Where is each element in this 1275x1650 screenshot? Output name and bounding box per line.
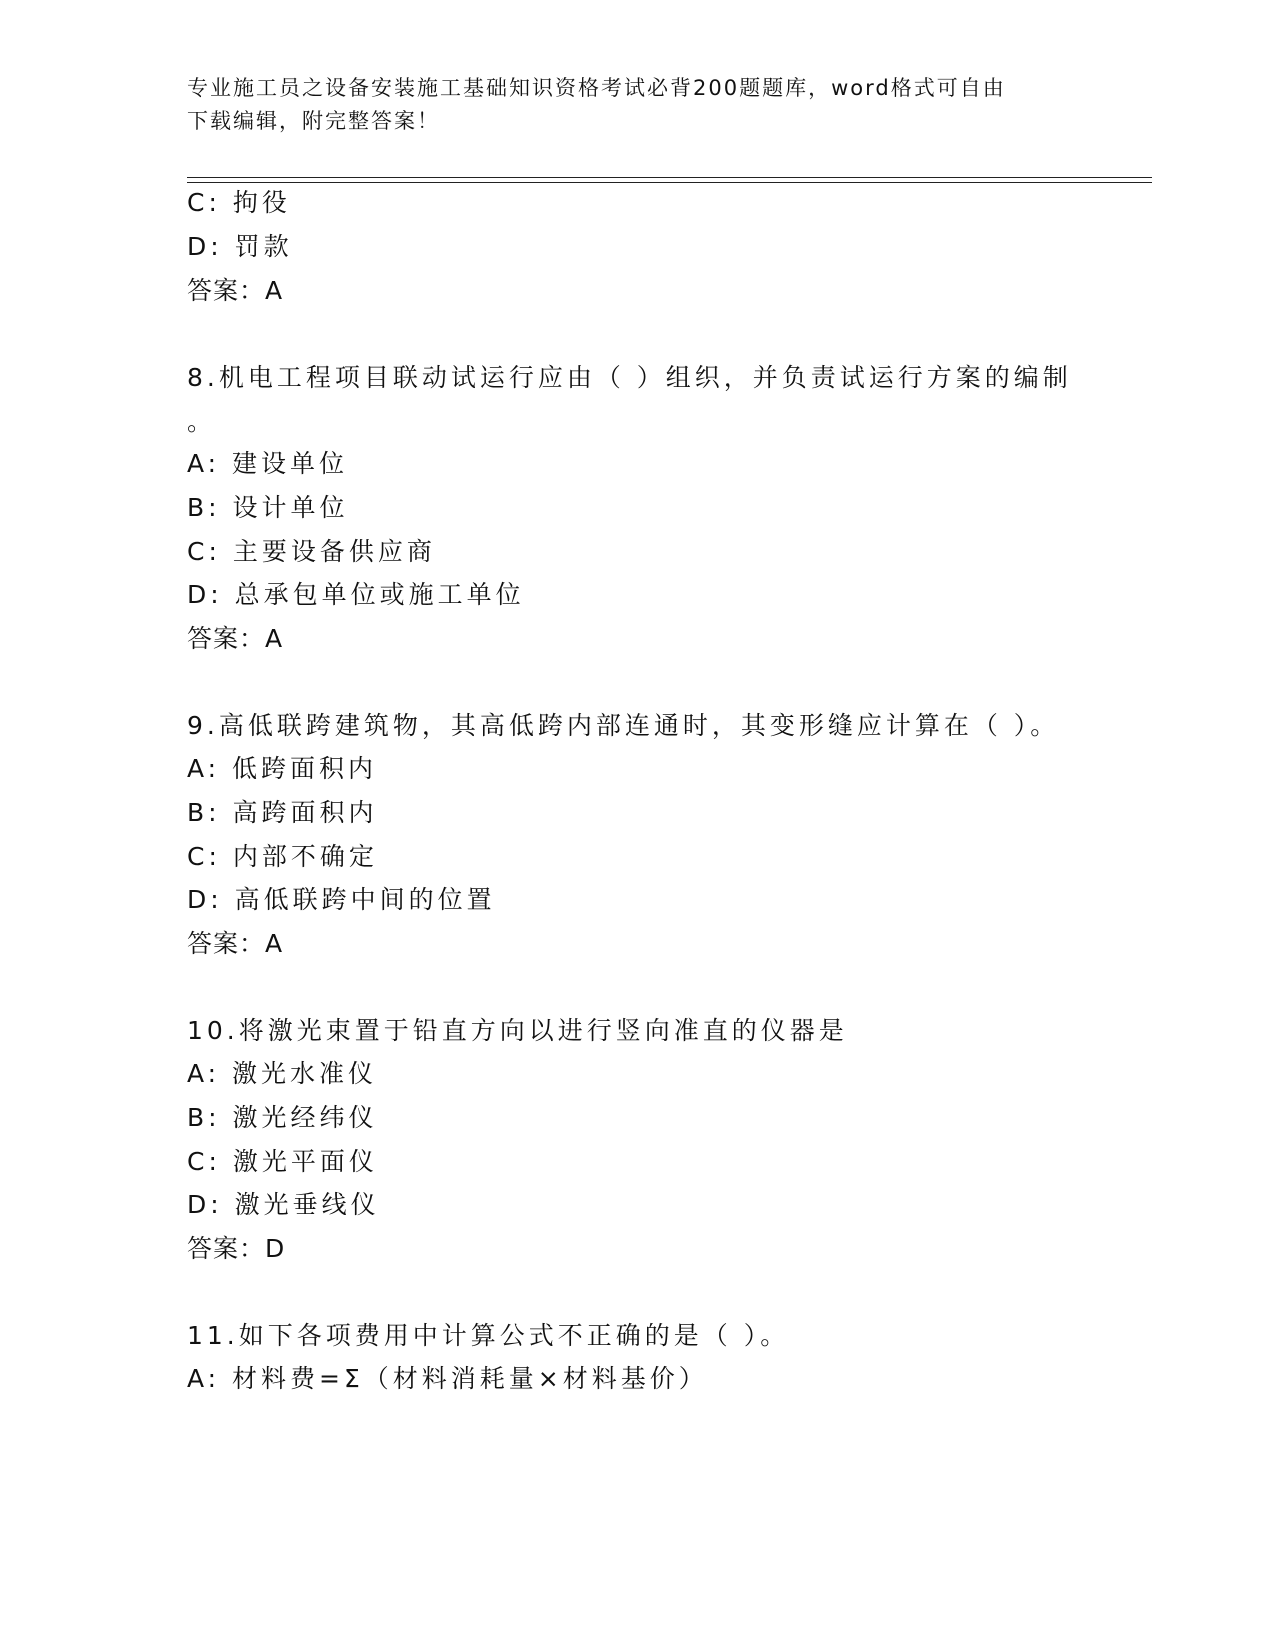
- question-9-option-a: A: 低跨面积内: [187, 754, 378, 783]
- question-11-option-a: A: 材料费=Σ（材料消耗量×材料基价）: [187, 1364, 708, 1393]
- option-d: D: 罚款: [187, 232, 293, 261]
- question-8-option-c: C: 主要设备供应商: [187, 537, 436, 566]
- header-divider-top: [187, 177, 1152, 178]
- answer-line: 答案：A: [187, 276, 284, 305]
- question-8-option-d: D: 总承包单位或施工单位: [187, 580, 525, 609]
- question-10-answer: 答案：D: [187, 1234, 286, 1263]
- question-9-option-d: D: 高低联跨中间的位置: [187, 885, 496, 914]
- question-9-answer: 答案：A: [187, 929, 284, 958]
- question-10-text: 10.将激光束置于铅直方向以进行竖向准直的仪器是: [187, 1016, 848, 1045]
- question-10-option-a: A: 激光水准仪: [187, 1059, 378, 1088]
- question-10-option-d: D: 激光垂线仪: [187, 1190, 380, 1219]
- question-9-option-c: C: 内部不确定: [187, 842, 378, 871]
- option-c: C: 拘役: [187, 188, 291, 217]
- question-8-text: 8.机电工程项目联动试运行应由（ ）组织，并负责试运行方案的编制: [187, 363, 1072, 392]
- document-header: [187, 72, 1067, 138]
- header-divider-bottom: [187, 182, 1152, 183]
- question-9-option-b: B: 高跨面积内: [187, 798, 378, 827]
- question-8-answer: 答案：A: [187, 624, 284, 653]
- question-10-option-b: B: 激光经纬仪: [187, 1103, 378, 1132]
- question-8-option-a: A: 建设单位: [187, 449, 349, 478]
- header-title-line2: 下载编辑，附完整答案！: [187, 109, 440, 133]
- question-10-option-c: C: 激光平面仪: [187, 1147, 378, 1176]
- question-8-text-continued: 。: [187, 407, 217, 436]
- question-11-text: 11.如下各项费用中计算公式不正确的是（ ）。: [187, 1321, 790, 1350]
- header-title-line1: 专业施工员之设备安装施工基础知识资格考试必背200题题库，word格式可自由: [187, 76, 1006, 100]
- question-8-option-b: B: 设计单位: [187, 493, 349, 522]
- question-9-text: 9.高低联跨建筑物，其高低跨内部连通时，其变形缝应计算在（ ）。: [187, 711, 1060, 740]
